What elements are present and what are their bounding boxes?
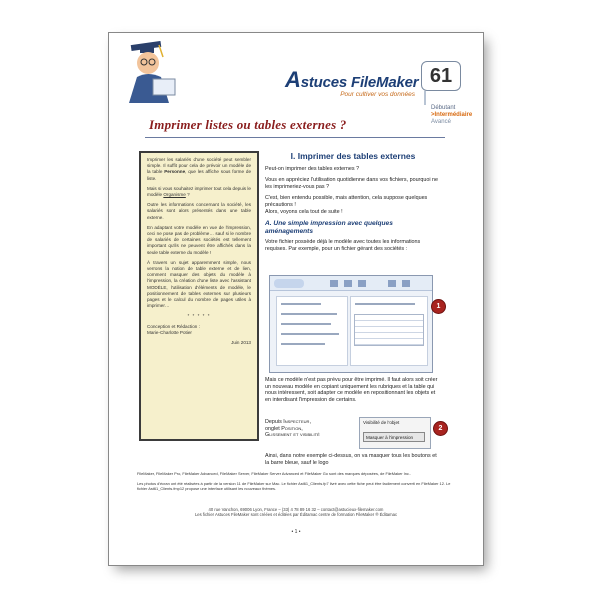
article-heading: I. Imprimer des tables externes	[290, 151, 416, 161]
screenshot-note: Les photos d'écran ont été réalisées à partir de la version 11 de FileMaker sur Mac. Le fichier Ast61_Clients.fp7 livré avec cette fiche peut être facilement converti en FileMaker 12. Le fichier Ast61_Clients.fmp12 propose une interface utilisant les nouveaux thèmes.	[137, 481, 451, 491]
level-beginner: Débutant	[431, 105, 456, 111]
brand-subtitle: Pour cultiver vos données	[340, 91, 415, 98]
hide-when-printing-checkbox: Masquer à l'impression	[363, 432, 425, 442]
sidebar-paragraph: En adaptant votre modèle en vue de l'impression, ceci ne pose pas de problème… sauf si le nombre de salariés de certaines sociétés est tellement important qu'ils ne peuvent être affichés dans la seule table externe du modèle !	[147, 224, 251, 255]
screenshot-logo	[274, 279, 304, 288]
trademark-note: FileMaker, FileMaker Pro, FileMaker Advanced, FileMaker Server, FileMaker Server Advanced et FileMaker Go sont des marques déposées, de FileMaker Inc..	[137, 471, 411, 476]
toolbar-icon	[330, 280, 338, 287]
sidebar-paragraph: Imprimer les salariés d'une société peut sembler simple. Il suffit pour cela de prévoir un modèle de la table Personne, que les affiche sous forme de liste.	[147, 157, 251, 181]
publication-date: Juin 2013	[231, 340, 251, 346]
separator-stars: * * * * *	[187, 313, 211, 319]
publisher-info	[109, 507, 483, 518]
main-column	[265, 153, 441, 257]
body-paragraph: Peut-on imprimer des tables externes ?	[265, 165, 360, 172]
toolbar-icon	[402, 280, 410, 287]
toolbar-icon	[358, 280, 366, 287]
callout-badge: 1	[431, 299, 446, 314]
level-arrow	[424, 91, 426, 105]
section-title: Imprimer listes ou tables externes ?	[149, 117, 347, 132]
credit-label: Conception et Rédaction :	[147, 323, 200, 329]
contact-address: 40 rue Vanchon, 69006 Lyon, France – (33) 4 78 89 16 32 – contact@astucieux-filemaker.com	[208, 507, 384, 512]
toolbar-icon	[388, 280, 396, 287]
document-page	[108, 32, 484, 566]
form-line	[281, 323, 331, 325]
footer-notes	[137, 471, 457, 496]
brand-logo	[285, 67, 419, 98]
brand-title: Astuces FileMaker	[285, 67, 419, 92]
screenshot-form-panel	[276, 296, 348, 366]
callout-badge: 2	[433, 421, 448, 436]
body-paragraph: Mais ce modèle n'est pas prévu pour être imprimé. Il faut alors soit créer un nouveau modèle en copiant uniquement les rubriques et la table qui nous intéressent, soit adapter ce modèle en repositionnant les objets et en interdisant l'impression de certains.	[265, 377, 438, 403]
page-number: • 1 •	[291, 529, 301, 535]
intro-sidebar	[139, 151, 259, 441]
level-advanced: Avancé	[431, 119, 451, 125]
title-divider	[145, 137, 445, 138]
difficulty-levels	[431, 105, 472, 126]
main-column-continued	[265, 377, 441, 408]
issue-number: 61	[421, 61, 461, 91]
filemaker-screenshot	[269, 275, 433, 373]
form-line	[355, 303, 415, 305]
sidebar-paragraph: À travers un sujet apparemment simple, nous verrons la notion de table externe et de lien, comment masquer des objets du modèle à l'impression, la création d'une liste avec l'assistant MODÈLE, l'utilisation d'éléments de modèle, le positionnement de tables externes sur plusieurs pages et le calcul du nombre de pages utiles à imprimer…	[147, 259, 251, 309]
screenshot-portal-table	[354, 314, 424, 346]
body-paragraph: Vous en appréciez l'utilisation quotidienne dans vos fichiers, pourquoi ne les imprimeriez-vous pas ?	[265, 177, 439, 190]
closing-paragraph: Ainsi, dans notre exemple ci-dessus, on va masquer tous les boutons et la barre bleue, sauf le logo	[265, 453, 437, 466]
visibility-panel-screenshot	[359, 417, 431, 449]
toolbar-icon	[344, 280, 352, 287]
form-line	[281, 333, 339, 335]
sidebar-paragraph: Mais si vous souhaitez imprimer tout cela depuis le modèle Organisme ?	[147, 185, 251, 198]
body-paragraph: C'est, bien entendu possible, mais attention, cela suppose quelques précautions ! Alors, voyons cela tout de suite !	[265, 195, 428, 215]
publisher-line: Les fichier Astuces FileMaker sont créées et éditées par Éditamac centre de formation FileMaker ® Éditamac	[194, 512, 398, 518]
form-line	[281, 303, 321, 305]
sub-heading: A. Une simple impression avec quelques aménagements	[265, 220, 393, 235]
sidebar-paragraph: Outre les informations concernant la société, les salariés sont alors présentés dans une table externe.	[147, 202, 251, 220]
inspector-instructions: Depuis Inspecteur, onglet Position, Glissement et visibilité	[265, 419, 320, 439]
credit-author: Marie-Charlotte Potier	[147, 329, 192, 335]
level-intermediate: >Intermédiaire	[431, 112, 473, 118]
professor-mascot-icon	[123, 41, 183, 107]
visibility-panel-title: Visibilité de l'objet	[363, 420, 400, 425]
body-paragraph: Votre fichier possède déjà le modèle avec toutes les informations requises. Par exemple, pour un fichier gérant des sociétés :	[265, 238, 421, 252]
form-line	[281, 313, 337, 315]
form-line	[281, 343, 325, 345]
